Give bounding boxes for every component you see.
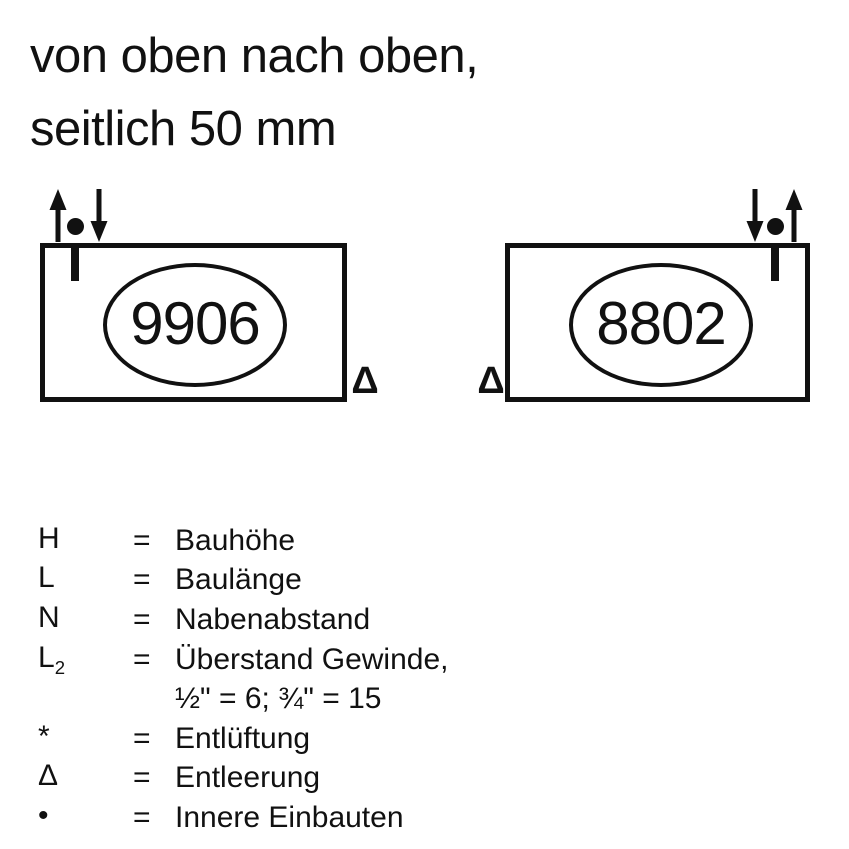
down-arrow-icon <box>90 189 108 242</box>
page-title <box>30 20 478 166</box>
legend-row <box>38 719 598 759</box>
legend-symbol <box>38 561 133 599</box>
legend-symbol-text: • <box>38 798 49 832</box>
legend-symbol <box>38 601 133 639</box>
legend-text: Entlüftung <box>175 721 311 755</box>
legend-equals: = <box>133 800 151 834</box>
legend-equals: = <box>133 721 151 755</box>
legend-row <box>38 561 598 601</box>
legend-symbol <box>38 799 133 837</box>
legend-row <box>38 759 598 799</box>
legend-symbol-text: H <box>38 521 60 555</box>
down-arrow-icon <box>746 189 764 242</box>
model-ellipse <box>103 263 287 387</box>
legend-text: Überstand Gewinde, <box>175 642 449 676</box>
legend-row <box>38 679 598 719</box>
drain-triangle-icon: Δ <box>477 360 505 402</box>
legend-row <box>38 600 598 640</box>
legend-equals: = <box>133 602 151 636</box>
legend-symbol-text: N <box>38 600 60 634</box>
legend-text: Nabenabstand <box>175 602 371 636</box>
legend-row <box>38 640 598 680</box>
connection-tick <box>771 244 779 281</box>
model-number: 9906 <box>130 289 260 357</box>
legend-text: Baulänge <box>175 563 302 597</box>
up-arrow-icon <box>49 189 67 242</box>
legend-symbol-text: L <box>38 561 55 595</box>
legend-symbol-sub: 2 <box>54 656 66 678</box>
legend-row <box>38 521 598 561</box>
legend-symbol-text: Δ <box>38 759 59 793</box>
inner-fittings-dot-icon <box>767 218 784 235</box>
legend-equals: = <box>133 642 151 676</box>
legend-equals: = <box>133 563 151 597</box>
connection-tick <box>71 244 79 281</box>
legend-symbol-text: * <box>38 719 50 753</box>
legend-symbol-text: L <box>38 640 55 674</box>
legend-symbol <box>38 759 133 797</box>
legend-equals: = <box>133 523 151 557</box>
legend-symbol <box>38 641 133 679</box>
legend-symbol <box>38 720 133 758</box>
legend <box>38 521 598 838</box>
model-ellipse <box>569 263 753 387</box>
up-arrow-icon <box>785 189 803 242</box>
legend-equals: = <box>133 761 151 795</box>
legend-row <box>38 798 598 838</box>
legend-text: Entleerung <box>175 761 321 795</box>
legend-text: Bauhöhe <box>175 523 296 557</box>
drain-triangle-icon: Δ <box>351 360 379 402</box>
title-line-1: von oben nach oben, <box>30 29 479 83</box>
title-line-2: seitlich 50 mm <box>30 102 337 156</box>
legend-text: Innere Einbauten <box>175 800 404 834</box>
model-number: 8802 <box>596 289 726 357</box>
legend-text: ½" = 6; ¾" = 15 <box>175 682 382 716</box>
legend-symbol <box>38 522 133 560</box>
inner-fittings-dot-icon <box>67 218 84 235</box>
